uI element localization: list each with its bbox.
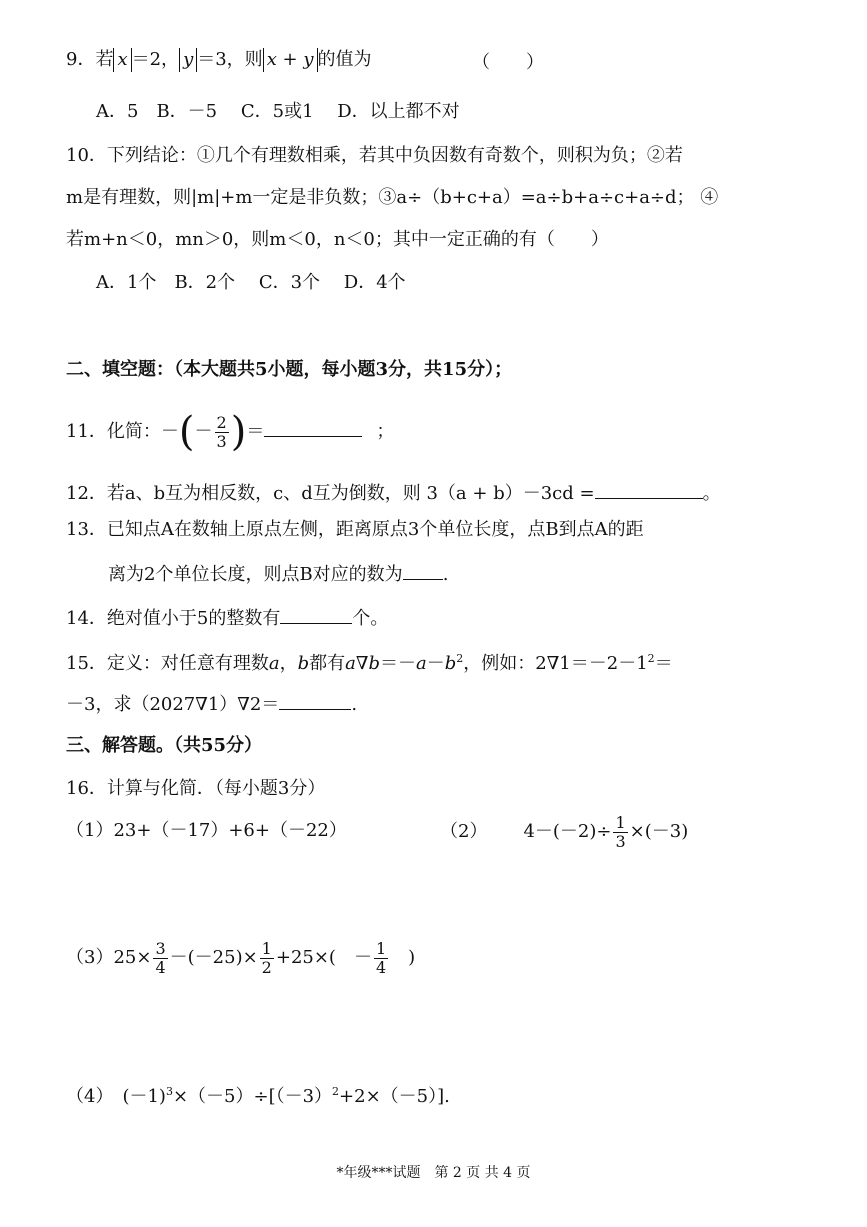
q15-example: ，例如：2∇1＝－2－1 — [463, 653, 648, 674]
denominator: 2 — [261, 957, 272, 977]
q12-blank[interactable] — [595, 480, 703, 499]
q15-line2 — [66, 691, 357, 717]
q13-line1: 13．已知点A在数轴上原点左侧，距离原点3个单位长度，点B到点A的距 — [66, 519, 644, 540]
denominator: 3 — [615, 831, 626, 851]
exponent-3: 3 — [165, 1085, 173, 1098]
q11-blank[interactable] — [264, 418, 362, 437]
q15-line2-text: －3，求（2027∇1）∇2＝ — [66, 694, 280, 715]
numerator: 1 — [375, 938, 387, 958]
q15-tail: . — [351, 694, 358, 715]
q9-tail: 的值为 — [317, 49, 372, 70]
q16-part2-a: 4－(－2)÷ — [523, 821, 612, 842]
q16-part3-d: ) — [390, 947, 416, 968]
q9-answer-paren: （ ） — [472, 52, 544, 73]
q12-text: 12．若a、b互为相反数，c、d互为倒数，则 3（a + b）－3cd = — [66, 483, 595, 504]
example-square: 2 — [647, 652, 655, 665]
def-a2: a — [416, 653, 427, 674]
q13-line2 — [108, 561, 448, 587]
q14-text: 14．绝对值小于5的整数有 — [66, 608, 281, 629]
q15-example-end: ＝ — [654, 653, 673, 674]
q15-comma: ， — [279, 653, 298, 674]
q14-blank[interactable] — [280, 605, 352, 624]
def-minus: － — [426, 653, 445, 674]
fraction-1-3 — [613, 814, 627, 851]
q16-title: 16．计算与化简．（每小题3分） — [66, 778, 326, 799]
section-2-title: 二、填空题：（本大题共5小题，每小题3分，共15分）； — [66, 359, 513, 380]
q16-part2-label: （2） — [440, 821, 488, 842]
q10-line1: 10．下列结论：①几个有理数相乘，若其中负因数有奇数个，则积为负；②若 — [66, 145, 683, 166]
q9-stem — [66, 48, 372, 72]
denominator: 4 — [375, 957, 387, 977]
exponent-2: 2 — [332, 1085, 340, 1098]
q13-line2-text: 离为2个单位长度，则点B对应的数为 — [108, 564, 403, 585]
q10-line2: m是有理数，则|m|+m一定是非负数；③a÷（b+c+a）=a÷b+a÷c+a÷d； ④ — [66, 187, 719, 208]
q16-part3-a: 25× — [113, 947, 152, 968]
numerator: 2 — [216, 412, 227, 432]
q10-options: A．1个 B．2个 C．3个 D．4个 — [96, 272, 406, 293]
def-a: a — [345, 653, 356, 674]
q9-number: 9．若 — [66, 49, 114, 70]
q16-part2-b: ×(－3) — [629, 821, 689, 842]
q16-part2 — [440, 804, 688, 860]
q13-blank[interactable] — [403, 561, 443, 580]
q16-part4 — [66, 1080, 450, 1109]
denominator: 4 — [155, 957, 166, 977]
q9-eq2: ＝2， — [131, 49, 180, 70]
abs-y: y — [179, 48, 197, 72]
fraction-1-4 — [374, 940, 388, 977]
q14-tail: 个。 — [352, 608, 389, 629]
q11-minus: － — [194, 421, 213, 442]
abs-x-plus-y: x + y — [263, 48, 318, 72]
numerator: 1 — [261, 938, 272, 958]
open-paren: ( — [178, 409, 195, 455]
q16-part3-b: －(－25)× — [169, 947, 258, 968]
numerator: 3 — [155, 938, 166, 958]
var-b: b — [297, 653, 310, 674]
q16-part4-c: +2×（－5）]. — [339, 1086, 450, 1107]
def-b2: b — [444, 653, 457, 674]
q10-line3: 若m+n＜0，mn＞0，则m＜0，n＜0；其中一定正确的有（ ） — [66, 229, 609, 250]
q15-blank[interactable] — [279, 691, 351, 710]
page-footer: *年级***试题 第 2 页 共 4 页 — [336, 1165, 531, 1181]
q16-part1: （1）23+（－17）+6+（－22） — [66, 820, 347, 841]
q12 — [66, 480, 721, 506]
def-b: b — [368, 653, 381, 674]
q16-part3-c: +25×( － — [275, 947, 372, 968]
q11-prefix: 11．化简：－ — [66, 421, 179, 442]
q16-part4-a: （4） (－1) — [66, 1086, 166, 1107]
q9-options: A．5 B．－5 C．5或1 D．以上都不对 — [96, 101, 460, 122]
q13-tail: . — [442, 564, 449, 585]
denominator: 3 — [216, 431, 227, 451]
fraction-3-4 — [153, 940, 167, 977]
nabla-operator: ∇ — [355, 653, 369, 674]
fraction-2-3 — [215, 414, 229, 451]
q12-tail: 。 — [702, 483, 721, 504]
fraction-1-2 — [260, 940, 274, 977]
q16-part4-b: ×（－5）÷[（－3） — [172, 1086, 333, 1107]
close-paren: ) — [230, 409, 247, 455]
q16-part3 — [66, 930, 415, 986]
q15-have: 都有 — [309, 653, 346, 674]
q16-part3-label: （3） — [66, 947, 114, 968]
q11-eq: ＝ — [246, 421, 265, 442]
q15-intro: 15．定义：对任意有理数 — [66, 653, 269, 674]
def-eq: ＝－ — [380, 653, 417, 674]
q11-tail: ； — [376, 421, 395, 442]
numerator: 1 — [615, 812, 626, 832]
q9-eq3: ＝3，则 — [197, 49, 263, 70]
abs-x: x — [113, 48, 131, 72]
q14 — [66, 605, 388, 631]
var-a: a — [268, 653, 280, 674]
section-3-title: 三、解答题。（共55分） — [66, 735, 263, 756]
q15-line1 — [66, 647, 673, 676]
def-square: 2 — [456, 652, 464, 665]
q11 — [66, 408, 394, 456]
